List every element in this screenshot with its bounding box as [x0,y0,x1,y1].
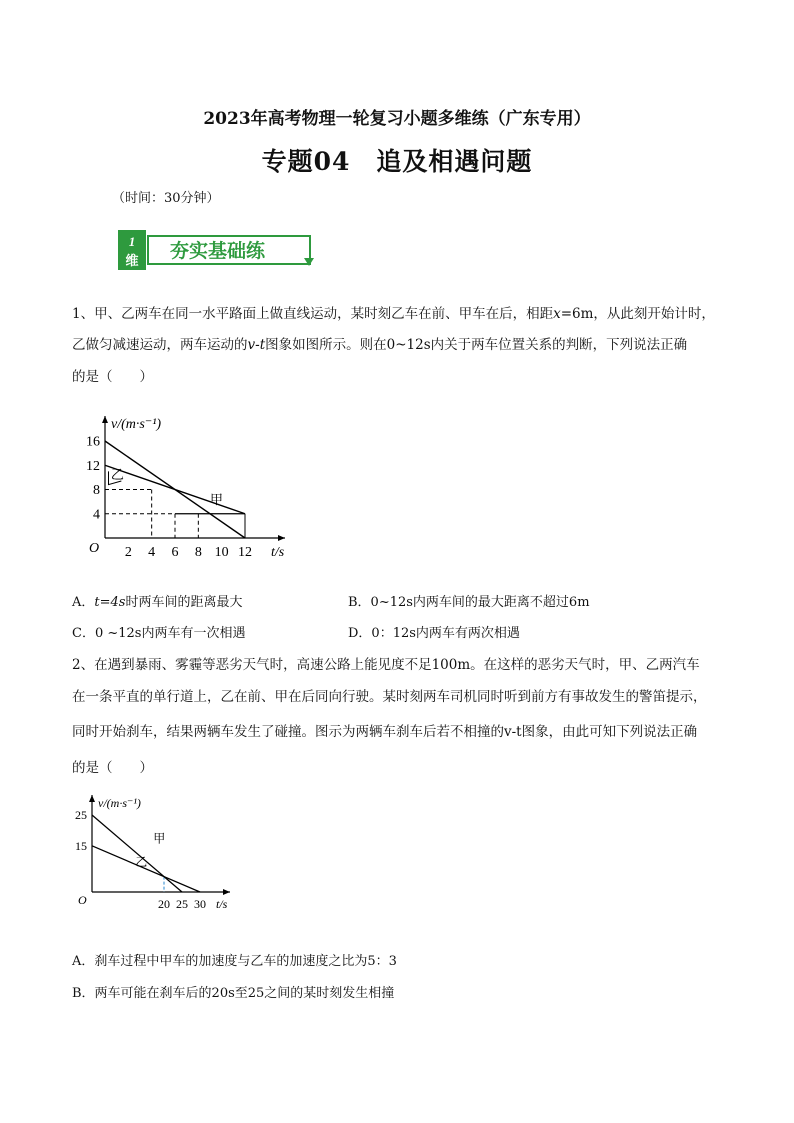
series-yi-line [92,846,200,892]
q1-line-3: 的是（ ） [72,369,153,385]
badge-word: 维 [125,253,139,268]
section-label: 夯实基础练 [170,241,266,262]
x-tick-label: 30 [194,897,206,911]
x-tick-label: 8 [194,545,202,560]
q1-option-c: C．0 ~12s内两车有一次相遇 [72,626,246,641]
x-tick-label: 12 [238,545,252,560]
q1-line-2: 乙做匀减速运动，两车运动的v-t图象如图所示。则在0~12s内关于两车位置关系的判断，下列说法正确 [72,337,688,353]
x-axis-arrow-icon [278,535,285,541]
y-axis-arrow-icon [102,416,108,423]
y-tick-label: 16 [86,434,100,450]
q2-option-b: B．两车可能在刹车后的20s至25之间的某时刻发生相撞 [72,986,395,1001]
q2-vt-chart [72,785,242,915]
y-axis-arrow-icon [89,795,95,802]
y-tick-label: 8 [93,483,100,499]
q1-option-d: D．0：12s内两车有两次相遇 [348,626,520,641]
x-tick-label: 20 [158,897,170,911]
q2-option-a: A．刹车过程中甲车的加速度与乙车的加速度之比为5：3 [72,954,397,969]
series-yi-label: 乙 [135,854,148,869]
origin-label: O [89,541,100,556]
series-jia-label: 甲 [153,831,166,846]
series-jia-label: 甲 [210,492,224,508]
x-tick-label: 4 [148,545,156,560]
x-tick-label: 6 [171,545,179,560]
series-jia-line [92,815,182,892]
series-yi-label: 乙 [110,467,124,483]
q2-line-2: 在一条平直的单行道上，乙在前、甲在后同向行驶。某时刻两车司机同时听到前方有事故发生的警笛提示， [72,689,707,705]
x-axis-arrow-icon [223,889,230,895]
origin-label: O [78,893,87,907]
x-axis-label: t/s [271,545,285,560]
y-tick-label: 15 [75,838,87,853]
q1-option-b: B．0~12s内两车间的最大距离不超过6m [348,595,590,610]
y-tick-label: 4 [93,507,100,523]
q1-option-a: A．t=4s时两车间的距离最大 [72,595,243,610]
q1-vt-chart [75,398,315,563]
y-tick-label: 25 [75,808,87,822]
q2-line-4: 的是（ ） [72,760,153,776]
q1-line-1: 1、甲、乙两车在同一水平路面上做直线运动，某时刻乙车在前、甲车在后，相距x=6m，从此刻开始计时， [72,306,715,322]
x-tick-label: 2 [124,545,132,560]
y-axis-label: v/(m·s⁻¹) [98,796,141,810]
banner-graphic [118,228,318,274]
y-axis-label: v/(m·s⁻¹) [111,417,162,432]
x-tick-label: 10 [214,545,229,560]
document-title: 2023年高考物理一轮复习小题多维练（广东专用） [203,109,591,129]
q2-line-1: 2、在遇到暴雨、雾霾等恶劣天气时，高速公路上能见度不足100m。在这样的恶劣天气时，甲、乙两汽车 [72,657,700,673]
q2-line-3: 同时开始刹车，结果两辆车发生了碰撞。图示为两辆车刹车后若不相撞的v-t图象，由此可知下列说法正确 [72,724,698,740]
time-note: （时间：30分钟） [112,191,220,206]
x-axis-label: t/s [216,897,228,911]
badge-number: 1 [128,234,136,249]
topic-title: 专题04 追及相遇问题 [261,147,533,176]
x-tick-label: 25 [176,897,188,911]
y-tick-label: 12 [86,458,100,474]
section-banner [118,228,318,274]
